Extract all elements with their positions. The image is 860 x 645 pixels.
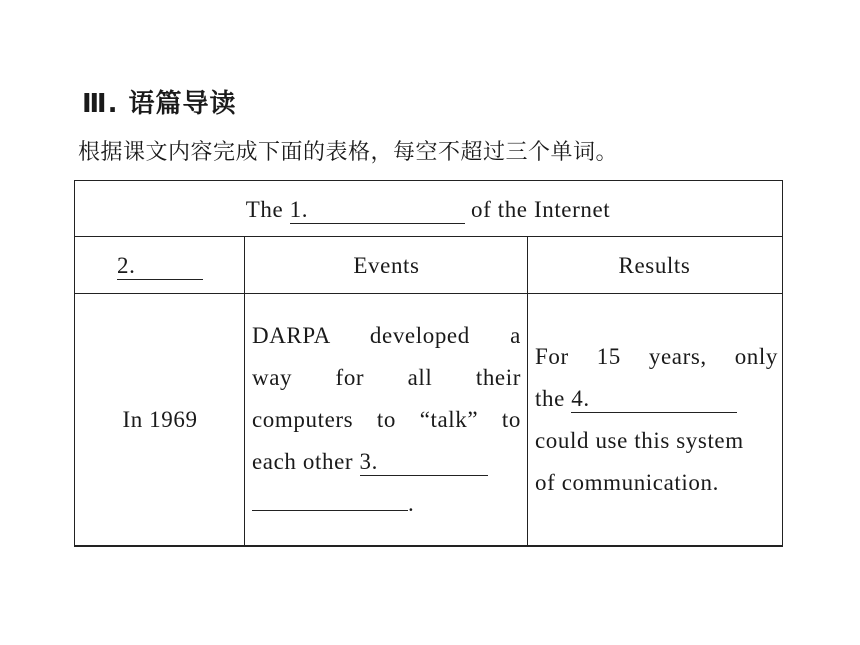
results-the: the bbox=[535, 386, 565, 411]
events-period: . bbox=[408, 491, 415, 516]
blank-4[interactable] bbox=[571, 386, 737, 413]
header-col1 bbox=[117, 245, 203, 287]
blank-3[interactable] bbox=[360, 449, 488, 476]
events-last-prefix: each other bbox=[252, 449, 354, 474]
section-heading: Ⅲ. 语篇导读 bbox=[82, 89, 237, 119]
table-divider bbox=[75, 293, 782, 294]
results-cell bbox=[535, 336, 778, 504]
instruction-text: 根据课文内容完成下面的表格，每空不超过三个单词。 bbox=[78, 140, 619, 165]
blank-2[interactable] bbox=[117, 253, 203, 280]
events-cell bbox=[252, 315, 521, 525]
results-line-4: of communication. bbox=[535, 470, 719, 495]
blank-4-number: 4. bbox=[571, 386, 590, 411]
blank-3-number: 3. bbox=[359, 449, 378, 474]
table-title-row bbox=[75, 189, 781, 231]
results-line-2 bbox=[535, 378, 778, 420]
summary-table bbox=[74, 180, 783, 547]
year-cell: In 1969 bbox=[122, 407, 198, 432]
header-results: Results bbox=[618, 253, 691, 278]
events-line-1: DARPA developed a bbox=[252, 323, 521, 348]
title-suffix: of the Internet bbox=[471, 197, 611, 222]
blank-1[interactable] bbox=[290, 197, 465, 224]
header-events: Events bbox=[353, 253, 420, 278]
events-line-4 bbox=[252, 441, 521, 483]
events-line-3: computers to “talk” to bbox=[252, 407, 521, 432]
events-line-2: way for all their bbox=[252, 365, 521, 390]
blank-3-continued[interactable] bbox=[252, 510, 408, 511]
results-line-3: could use this system bbox=[535, 428, 744, 453]
table-divider bbox=[75, 236, 782, 237]
title-prefix: The bbox=[245, 197, 284, 222]
results-line-1: For 15 years, only bbox=[535, 344, 778, 369]
blank-1-number: 1. bbox=[289, 197, 309, 222]
blank-2-number: 2. bbox=[117, 253, 136, 278]
events-line-5 bbox=[252, 483, 521, 525]
